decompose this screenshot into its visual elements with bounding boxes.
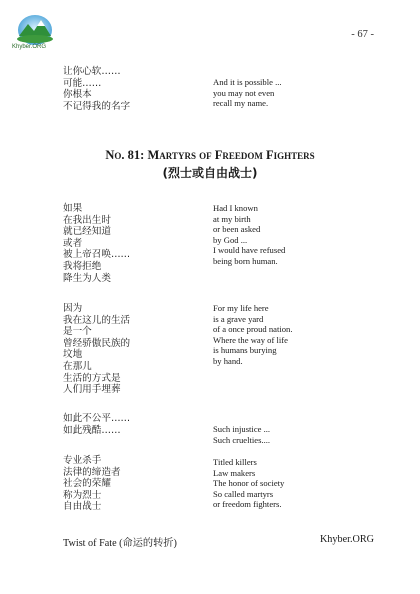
text-line: 就已经知道 (63, 226, 111, 238)
text-line: 如此不公平…… (63, 413, 131, 424)
text-line: is a grave yard (213, 313, 264, 324)
text-line: being born human. (213, 255, 278, 266)
text-line: you may not even (213, 87, 275, 98)
text-line: 如此残酷…… (63, 424, 121, 436)
text-line: 社会的荣耀 (63, 478, 111, 490)
text-line: Where the way of life (213, 334, 288, 345)
text-line: I would have refused (213, 245, 286, 255)
poem-title: No. 81: Martyrs of Freedom Fighters (105, 148, 315, 162)
text-line: 自由战士 (63, 501, 102, 513)
text-line: Such cruelties.... (213, 434, 271, 445)
text-line: 人们用手埋葬 (63, 384, 121, 396)
stanza-3-english (213, 424, 270, 445)
text-line: 因为 (63, 303, 83, 314)
text-line: Law makers (213, 467, 256, 478)
text-line: 让你心软…… (63, 66, 121, 77)
stanza-3-chinese (63, 413, 130, 436)
text-line: at my birth (213, 213, 251, 224)
text-line: 曾经骄傲民族的 (63, 337, 131, 349)
stanza-2-english (213, 303, 292, 366)
text-line: recall my name. (213, 98, 269, 108)
text-line: 生活的方式是 (63, 372, 121, 384)
text-line: So called martyrs (213, 488, 274, 499)
text-line: or been asked (213, 224, 261, 234)
text-line: 可能…… (63, 77, 102, 89)
text-line: 如果 (63, 203, 83, 214)
text-line: The honor of society (213, 478, 285, 488)
text-line: or freedom fighters. (213, 499, 282, 509)
text-line: Such injustice ... (213, 424, 271, 434)
text-line: 在那儿 (63, 360, 92, 372)
text-line: Had I known (213, 203, 258, 213)
stanza-2-chinese (63, 303, 130, 396)
text-line: 被上帝召唤…… (63, 249, 131, 261)
page-number: - 67 - (351, 29, 374, 40)
text-line: 我在这儿的生活 (63, 314, 131, 326)
poem-subtitle: (烈士或自由战士) (162, 166, 258, 180)
text-line: by God ... (213, 234, 248, 245)
text-line: 专业杀手 (63, 455, 102, 466)
text-line: Titled killers (213, 457, 257, 467)
text-line: 或者 (63, 237, 83, 249)
text-line: 称为烈士 (63, 489, 102, 501)
text-line: 是一个 (63, 326, 92, 338)
text-line: And it is possible ... (213, 77, 282, 87)
text-line: 你根本 (63, 89, 92, 101)
logo-text: Khyber.ORG (12, 44, 47, 50)
text-line: 坟地 (63, 349, 83, 361)
stanza-4-english (213, 457, 284, 510)
text-line: is humans burying (213, 345, 277, 355)
text-line: 在我出生时 (63, 214, 111, 226)
top-block-chinese (63, 66, 130, 112)
footer-site: Khyber.ORG (319, 534, 374, 545)
text-line: 不记得我的名字 (63, 100, 131, 112)
text-line: by hand. (213, 355, 243, 366)
stanza-1-chinese (63, 203, 130, 284)
text-line: of a once proud nation. (213, 324, 293, 334)
text-line: 法律的缔造者 (63, 466, 121, 478)
stanza-1-english (213, 203, 285, 266)
text-line: For my life here (213, 303, 269, 313)
footer-book-title: Twist of Fate (命运的转折) (63, 538, 177, 549)
text-line: 我将拒绝 (63, 260, 102, 272)
text-line: 降生为人类 (63, 272, 111, 284)
stanza-4-chinese (63, 455, 121, 513)
top-block-english (213, 77, 282, 109)
